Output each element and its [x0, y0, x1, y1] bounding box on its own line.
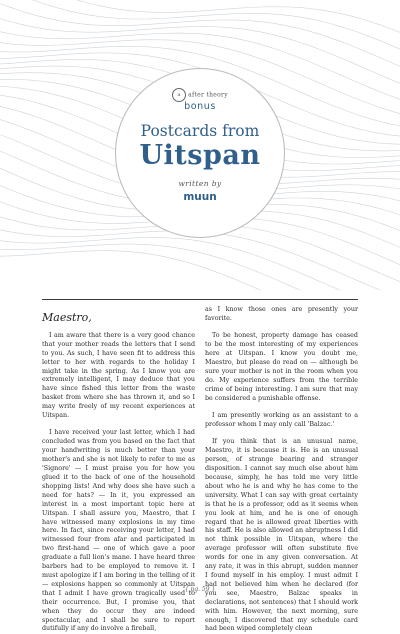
- contour-line: [0, 251, 400, 290]
- left-column: [42, 306, 195, 634]
- written-by-label: written by: [178, 179, 222, 188]
- title-hero: [0, 0, 400, 290]
- contour-line: [0, 244, 400, 290]
- paragraph: I have received your last letter, which I had concluded was from you based on the fact that your handwriting is much better than your mother's and she is not likely to refer to me as 'Signore' — I must praise you for how you glued it to the back of one of the household shopping lists! And why does she have such a need for hats? — In it, you expressed an interest in a most important topic here at Uitspan. I shall assure you, Maestro, that I have witnessed many explosions in my time here. In fact, since receiving your letter, I had witnessed four from afar and participated in two first-hand — one of which gave a poor graduate a full lion's mane. I have heard three barbers had to be employed to remove it. I must apologize if I am boring in the telling of it — explosions happen so commonly at Uitspan that I admit I have grown tragically used to their occurrence. But, I promise you, that when they do occur they are indeed spectacular, and I shall be sure to report dutifully if any do involve a fireball,: [42, 429, 195, 633]
- paragraph: I am presently working as an assistant to a professor whom I may only call 'Balzac.': [205, 412, 358, 428]
- publisher-logo-icon: a: [172, 88, 186, 102]
- contour-line: [0, 238, 400, 291]
- bonus-label: bonus: [184, 101, 216, 112]
- title-line-1: Postcards from: [140, 122, 260, 140]
- title-badge: [115, 68, 285, 238]
- salutation: Maestro,: [42, 311, 92, 324]
- author-name: muun: [183, 191, 217, 203]
- paragraph: I am aware that there is a very good chance that your mother reads the letters that I send to you. As such, I have seen fit to address this letter to her with regards to the holiday I might take in the spring. As I know you are extremely intelligent, I may deduce that you have since fished this letter from the waste basket from where she has thrown it, and so I may write freely of my recent experiences at Uitspan.: [42, 331, 195, 420]
- right-column: [205, 306, 358, 634]
- section-divider: [42, 299, 358, 300]
- title-line-2: Uitspan: [139, 140, 261, 171]
- paragraph: as I know those ones are presently your favorite.: [205, 306, 358, 322]
- page-number: { pg. 59 }: [184, 586, 216, 593]
- publisher-logo: a after theory: [116, 88, 284, 102]
- paragraph: To be honest, property damage has ceased to be the most interesting of my experiences here at Uitspan. I know you doubt me, Maestro, but please do read on — although be sure your mother is not in the room when you do. My experience suffers from the terrible crime of being interesting. I am sure that may be considered a punishable offense.: [205, 332, 358, 402]
- paragraph: If you think that is an unusual name, Maestro, it is because it is. He is an unusual person, of strange bearing and stranger disposition. I cannot say much else about him because, simply, he has told me very little about who he is and why he has come to the university. What I can say with great certainty is that he is a professor, odd as it seems when you look at him, and he is one of enough regard that he is allowed great liberties with his staff. He is also allowed an abruptness I did not think possible in Uitspan, where the average professor will often substitute five words for one in any given conversation. At any rate, it was in this abrupt, sudden manner I found myself in his employ. I must admit I had not believed him when he declared (for you see, Maestro, Balzac speaks in declarations, not sentences) that I should work with him. However, the next morning, sure enough, I discovered that my schedule card had been wiped completely clean: [205, 438, 358, 633]
